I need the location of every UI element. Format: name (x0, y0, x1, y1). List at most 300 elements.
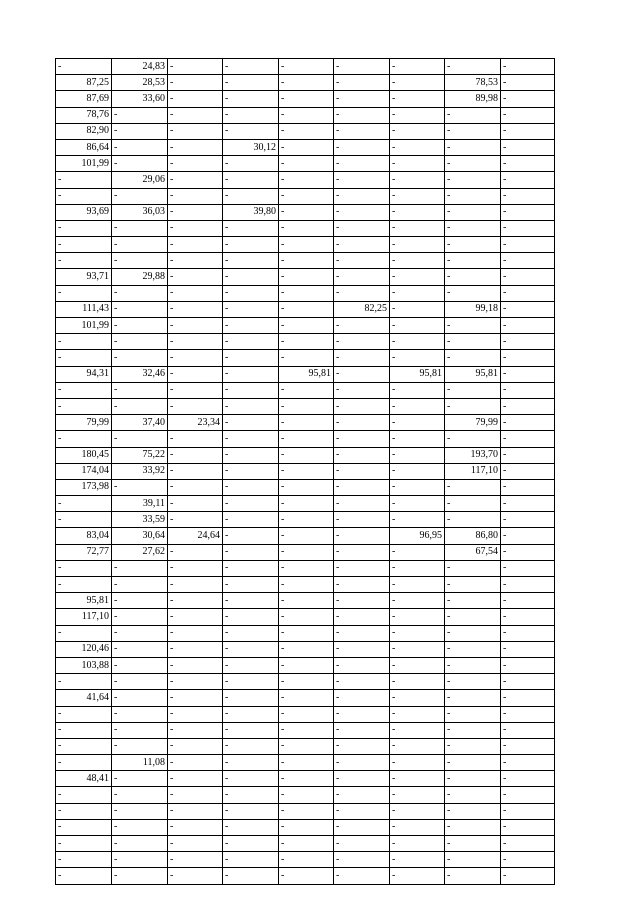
table-cell: - (112, 593, 168, 609)
table-cell: - (56, 706, 112, 722)
table-cell: - (168, 771, 223, 787)
table-cell: - (334, 334, 390, 350)
table-cell: - (445, 188, 501, 204)
table-cell: - (445, 398, 501, 414)
table-cell: - (279, 382, 334, 398)
table-cell: - (168, 156, 223, 172)
table-cell: - (390, 787, 445, 803)
table-cell: - (168, 366, 223, 382)
table-cell: - (279, 771, 334, 787)
table-cell: 39,11 (112, 496, 168, 512)
table-cell: - (390, 156, 445, 172)
table-row (56, 706, 555, 722)
table-cell: - (390, 722, 445, 738)
table-cell: - (168, 382, 223, 398)
table-cell: 93,69 (56, 204, 112, 220)
table-cell: 95,81 (445, 366, 501, 382)
table-cell: - (223, 544, 279, 560)
table-cell: - (390, 318, 445, 334)
table-cell: - (223, 674, 279, 690)
table-cell: - (334, 674, 390, 690)
table-cell: - (501, 706, 555, 722)
table-cell: - (501, 269, 555, 285)
table-row (56, 156, 555, 172)
table-cell: 111,43 (56, 301, 112, 317)
table-cell: - (112, 350, 168, 366)
table-cell: - (501, 512, 555, 528)
table-cell: - (168, 819, 223, 835)
table-cell: - (223, 738, 279, 754)
table-cell: - (168, 609, 223, 625)
table-cell: - (223, 479, 279, 495)
table-cell: - (334, 641, 390, 657)
table-cell: - (223, 188, 279, 204)
table-cell: - (390, 706, 445, 722)
table-row (56, 771, 555, 787)
table-cell: - (445, 852, 501, 868)
table-cell: - (445, 496, 501, 512)
table-cell: - (390, 285, 445, 301)
table-cell: - (112, 722, 168, 738)
table-cell: 95,81 (390, 366, 445, 382)
table-cell: - (168, 334, 223, 350)
table-cell: - (390, 75, 445, 91)
table-row (56, 447, 555, 463)
table-cell: - (334, 755, 390, 771)
table-cell: - (168, 318, 223, 334)
table-cell: - (168, 479, 223, 495)
table-cell: - (223, 285, 279, 301)
table-cell: - (445, 285, 501, 301)
table-cell: - (501, 107, 555, 123)
table-cell: 86,64 (56, 139, 112, 155)
table-cell: - (334, 479, 390, 495)
table-cell: - (334, 528, 390, 544)
table-cell: - (279, 350, 334, 366)
table-cell: - (390, 91, 445, 107)
table-cell: - (112, 334, 168, 350)
table-cell: - (334, 463, 390, 479)
table-cell: - (334, 139, 390, 155)
table-cell: - (223, 852, 279, 868)
table-cell: - (279, 868, 334, 884)
table-cell: 36,03 (112, 204, 168, 220)
table-cell: - (445, 868, 501, 884)
table-cell: 82,90 (56, 123, 112, 139)
table-cell: 24,83 (112, 59, 168, 75)
table-cell: - (112, 657, 168, 673)
table-cell: - (334, 107, 390, 123)
table-cell: - (445, 787, 501, 803)
table-row (56, 139, 555, 155)
table-cell: - (56, 577, 112, 593)
table-row (56, 496, 555, 512)
table-cell: - (390, 220, 445, 236)
table-cell: - (334, 771, 390, 787)
table-cell: - (56, 253, 112, 269)
table-cell: - (445, 755, 501, 771)
table-cell: - (279, 334, 334, 350)
table-cell: - (112, 220, 168, 236)
table-cell: - (56, 237, 112, 253)
table-cell: - (223, 156, 279, 172)
table-cell: - (112, 318, 168, 334)
table-cell: - (279, 512, 334, 528)
table-cell: - (112, 868, 168, 884)
table-cell: 33,92 (112, 463, 168, 479)
table-cell: - (223, 382, 279, 398)
table-cell: - (445, 674, 501, 690)
table-cell: 174,04 (56, 463, 112, 479)
table-cell: - (501, 593, 555, 609)
table-row (56, 382, 555, 398)
table-row (56, 350, 555, 366)
table-cell: - (501, 496, 555, 512)
table-cell: - (168, 123, 223, 139)
table-cell: - (390, 674, 445, 690)
table-cell: - (334, 560, 390, 576)
table-cell: - (445, 512, 501, 528)
table-cell: - (501, 560, 555, 576)
table-cell: - (390, 819, 445, 835)
table-cell: 99,18 (445, 301, 501, 317)
table-cell: - (168, 706, 223, 722)
table-cell: - (223, 75, 279, 91)
table-cell: - (334, 657, 390, 673)
table-cell: 101,99 (56, 156, 112, 172)
table-cell: - (445, 609, 501, 625)
table-row (56, 787, 555, 803)
table-cell: - (501, 787, 555, 803)
table-cell: 120,46 (56, 641, 112, 657)
table-cell: - (112, 625, 168, 641)
table-cell: - (334, 577, 390, 593)
table-cell: - (56, 398, 112, 414)
table-cell: - (223, 803, 279, 819)
table-cell: - (334, 852, 390, 868)
table-cell: - (223, 253, 279, 269)
table-cell: - (390, 609, 445, 625)
table-cell: - (112, 107, 168, 123)
table-cell: - (390, 253, 445, 269)
table-cell: - (501, 398, 555, 414)
table-cell: - (501, 301, 555, 317)
table-row (56, 237, 555, 253)
table-cell: - (223, 107, 279, 123)
table-row (56, 544, 555, 560)
table-cell: 48,41 (56, 771, 112, 787)
table-cell: - (112, 479, 168, 495)
table-row (56, 690, 555, 706)
table-cell: - (501, 755, 555, 771)
table-cell: - (56, 674, 112, 690)
table-row (56, 836, 555, 852)
table-cell: - (445, 156, 501, 172)
table-cell: - (334, 625, 390, 641)
table-cell: - (279, 544, 334, 560)
table-cell: - (445, 722, 501, 738)
table-cell: - (112, 641, 168, 657)
table-cell: - (112, 836, 168, 852)
table-cell: - (168, 690, 223, 706)
table-cell: - (501, 738, 555, 754)
table-cell: - (223, 447, 279, 463)
table-cell: 96,95 (390, 528, 445, 544)
table-cell: - (390, 577, 445, 593)
table-cell: 23,34 (168, 415, 223, 431)
table-cell: - (501, 59, 555, 75)
table-cell: 33,60 (112, 91, 168, 107)
table-cell: - (445, 382, 501, 398)
table-cell: - (445, 803, 501, 819)
table-row (56, 123, 555, 139)
table-cell: - (279, 75, 334, 91)
table-row (56, 172, 555, 188)
table-cell: - (56, 852, 112, 868)
table-cell: - (501, 528, 555, 544)
table-cell: 29,88 (112, 269, 168, 285)
table-cell: 87,69 (56, 91, 112, 107)
table-cell: - (334, 738, 390, 754)
table-cell: - (445, 771, 501, 787)
table-cell: - (112, 156, 168, 172)
table-cell: - (334, 447, 390, 463)
table-row (56, 868, 555, 884)
table-cell: - (168, 188, 223, 204)
table-cell: - (501, 690, 555, 706)
table-cell: - (223, 755, 279, 771)
table-cell: 103,88 (56, 657, 112, 673)
table-cell: - (168, 722, 223, 738)
table-row (56, 755, 555, 771)
table-cell: 11,08 (112, 755, 168, 771)
table-cell: - (445, 738, 501, 754)
table-row (56, 674, 555, 690)
table-cell: - (223, 528, 279, 544)
table-cell: - (112, 577, 168, 593)
table-cell: 28,53 (112, 75, 168, 91)
table-cell: - (334, 868, 390, 884)
table-cell: - (279, 722, 334, 738)
table-cell: - (279, 738, 334, 754)
table-cell: - (223, 366, 279, 382)
table-cell: - (56, 431, 112, 447)
table-cell: - (501, 463, 555, 479)
table-cell: 82,25 (334, 301, 390, 317)
table-row (56, 738, 555, 754)
table-cell: - (334, 496, 390, 512)
table-cell: - (334, 269, 390, 285)
table-cell: 27,62 (112, 544, 168, 560)
table-cell: - (223, 641, 279, 657)
table-cell: - (168, 787, 223, 803)
table-cell: 32,46 (112, 366, 168, 382)
table-cell: - (223, 690, 279, 706)
table-cell: 95,81 (56, 593, 112, 609)
table-cell: - (168, 496, 223, 512)
table-cell: - (334, 609, 390, 625)
table-cell: - (501, 123, 555, 139)
table-cell: - (223, 560, 279, 576)
table-cell: - (223, 771, 279, 787)
table-cell: - (223, 220, 279, 236)
table-cell: - (168, 447, 223, 463)
table-row (56, 722, 555, 738)
table-cell: - (390, 852, 445, 868)
table-cell: - (445, 625, 501, 641)
table-cell: - (334, 787, 390, 803)
table-cell: - (445, 318, 501, 334)
table-cell: 30,64 (112, 528, 168, 544)
table-cell: - (334, 156, 390, 172)
table-cell: - (445, 220, 501, 236)
table-cell: - (501, 609, 555, 625)
table-cell: - (390, 496, 445, 512)
table-cell: - (390, 350, 445, 366)
table-cell: - (501, 237, 555, 253)
table-cell: - (334, 836, 390, 852)
table-cell: - (334, 803, 390, 819)
table-cell: - (390, 431, 445, 447)
table-cell: - (112, 803, 168, 819)
table-cell: - (390, 269, 445, 285)
table-cell: - (445, 237, 501, 253)
table-cell: - (390, 382, 445, 398)
table-cell: - (501, 75, 555, 91)
table-cell: - (223, 868, 279, 884)
table-cell: - (501, 156, 555, 172)
table-cell: - (112, 285, 168, 301)
table-cell: - (112, 301, 168, 317)
table-cell: - (390, 398, 445, 414)
table-cell: - (279, 431, 334, 447)
table-cell: - (501, 382, 555, 398)
table-cell: - (112, 787, 168, 803)
table-row (56, 269, 555, 285)
table-cell: - (501, 139, 555, 155)
table-cell: - (56, 803, 112, 819)
table-cell: - (168, 285, 223, 301)
table-cell: - (445, 253, 501, 269)
table-row (56, 852, 555, 868)
table-cell: - (168, 512, 223, 528)
table-cell: - (279, 560, 334, 576)
table-cell: - (112, 771, 168, 787)
table-row (56, 560, 555, 576)
table-cell: - (501, 318, 555, 334)
table-cell: - (112, 382, 168, 398)
table-cell: - (112, 852, 168, 868)
table-cell: - (334, 220, 390, 236)
table-cell: - (501, 625, 555, 641)
table-cell: - (223, 431, 279, 447)
table-cell: - (168, 803, 223, 819)
table-cell: - (390, 544, 445, 560)
table-row (56, 593, 555, 609)
table-cell: - (390, 512, 445, 528)
table-cell: - (279, 496, 334, 512)
table-cell: - (390, 123, 445, 139)
table-cell: - (56, 738, 112, 754)
table-row (56, 479, 555, 495)
table-cell: 89,98 (445, 91, 501, 107)
table-cell: - (501, 366, 555, 382)
table-cell: - (279, 657, 334, 673)
table-cell: - (390, 479, 445, 495)
table-cell: - (501, 836, 555, 852)
table-cell: - (168, 836, 223, 852)
table-cell: 33,59 (112, 512, 168, 528)
table-cell: - (390, 415, 445, 431)
table-cell: - (112, 139, 168, 155)
table-cell: - (168, 577, 223, 593)
table-cell: - (390, 771, 445, 787)
table-row (56, 188, 555, 204)
table-cell: - (112, 706, 168, 722)
table-cell: 24,64 (168, 528, 223, 544)
table-cell: 39,80 (223, 204, 279, 220)
table-cell: - (501, 350, 555, 366)
table-cell: - (501, 657, 555, 673)
table-cell: - (390, 560, 445, 576)
table-cell: 75,22 (112, 447, 168, 463)
table-cell: - (445, 431, 501, 447)
table-cell: - (445, 107, 501, 123)
table-cell: - (168, 852, 223, 868)
table-cell: - (56, 560, 112, 576)
table-cell: - (279, 479, 334, 495)
table-cell: - (334, 253, 390, 269)
table-cell: - (279, 318, 334, 334)
table-cell: - (390, 334, 445, 350)
table-row (56, 107, 555, 123)
table-row (56, 75, 555, 91)
table-cell: - (223, 609, 279, 625)
table-row (56, 641, 555, 657)
table-cell: - (279, 220, 334, 236)
table-cell: - (279, 803, 334, 819)
table-cell: - (112, 398, 168, 414)
table-cell: - (334, 512, 390, 528)
table-cell: - (334, 398, 390, 414)
table-cell: - (223, 301, 279, 317)
table-cell: - (279, 107, 334, 123)
table-row (56, 609, 555, 625)
table-cell: - (445, 123, 501, 139)
table-cell: - (279, 237, 334, 253)
table-cell: - (334, 366, 390, 382)
table-cell: - (390, 172, 445, 188)
table-cell: - (56, 819, 112, 835)
table-cell: - (501, 334, 555, 350)
table-cell: - (501, 220, 555, 236)
table-cell: - (56, 755, 112, 771)
table-cell: - (390, 657, 445, 673)
table-cell: - (445, 577, 501, 593)
table-cell: - (445, 706, 501, 722)
table-cell: - (279, 528, 334, 544)
table-cell: - (390, 463, 445, 479)
table-cell: - (56, 59, 112, 75)
table-cell: - (334, 706, 390, 722)
table-cell: - (390, 755, 445, 771)
table-cell: - (390, 107, 445, 123)
table-cell: - (112, 690, 168, 706)
table-cell: - (501, 415, 555, 431)
table-cell: - (390, 836, 445, 852)
table-cell: - (334, 91, 390, 107)
table-cell: - (501, 479, 555, 495)
